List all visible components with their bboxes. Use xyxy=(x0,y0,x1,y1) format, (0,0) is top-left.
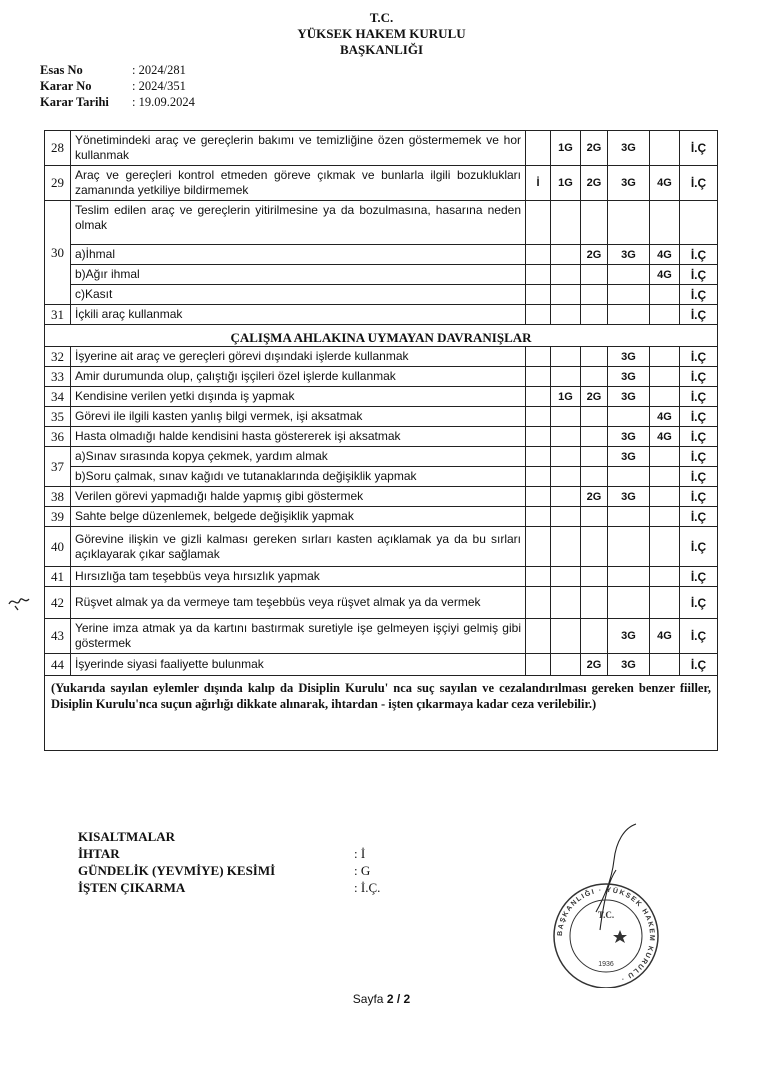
row-number: 33 xyxy=(45,367,71,387)
official-seal-stamp xyxy=(544,880,668,988)
penalty-cell xyxy=(581,347,608,367)
offense-description: Araç ve gereçleri kontrol etmeden göreve çıkmak ve bunlarla ilgili bozuklukları zamanında yetkiliye bildirmemek xyxy=(71,166,526,201)
penalty-cell xyxy=(650,305,680,325)
discipline-table xyxy=(44,130,718,751)
abbr-row-ihtar xyxy=(78,845,380,862)
penalty-cell: 4G xyxy=(650,619,680,654)
penalty-cell xyxy=(650,527,680,567)
penalty-cell xyxy=(650,487,680,507)
offense-description: b)Ağır ihmal xyxy=(71,265,526,285)
penalty-dismissal-cell: İ.Ç xyxy=(680,527,718,567)
table-row xyxy=(45,654,718,676)
offense-description: c)Kasıt xyxy=(71,285,526,305)
table-row xyxy=(45,285,718,305)
table-row xyxy=(45,407,718,427)
penalty-cell: 3G xyxy=(608,245,650,265)
penalty-cell xyxy=(526,285,551,305)
penalty-cell: 3G xyxy=(608,387,650,407)
penalty-cell xyxy=(608,527,650,567)
seal-center-text: T.C. xyxy=(597,910,615,920)
table-row xyxy=(45,245,718,265)
penalty-cell xyxy=(650,201,680,245)
penalty-cell xyxy=(650,131,680,166)
penalty-dismissal-cell: İ.Ç xyxy=(680,265,718,285)
penalty-cell: 3G xyxy=(608,166,650,201)
penalty-dismissal-cell: İ.Ç xyxy=(680,587,718,619)
penalty-cell: 4G xyxy=(650,265,680,285)
penalty-cell: 3G xyxy=(608,131,650,166)
penalty-cell xyxy=(526,265,551,285)
penalty-cell xyxy=(581,407,608,427)
penalty-cell: 1G xyxy=(551,387,581,407)
penalty-cell xyxy=(608,587,650,619)
penalty-cell xyxy=(526,347,551,367)
row-number: 31 xyxy=(45,305,71,325)
penalty-cell xyxy=(581,285,608,305)
table-row xyxy=(45,567,718,587)
penalty-cell: 2G xyxy=(581,654,608,676)
seal-ring-text: BAŞKANLIĞI · YÜKSEK HAKEM KURULU · xyxy=(556,886,656,983)
offense-description: Hırsızlığa tam teşebbüs veya hırsızlık yapmak xyxy=(71,567,526,587)
penalty-cell xyxy=(581,507,608,527)
penalty-cell xyxy=(581,201,608,245)
abbreviations-title: KISALTMALAR xyxy=(78,829,176,844)
penalty-cell xyxy=(526,507,551,527)
penalty-cell xyxy=(551,619,581,654)
table-row xyxy=(45,265,718,285)
row-number: 42 xyxy=(45,587,71,619)
penalty-cell xyxy=(551,654,581,676)
meta-value: : 19.09.2024 xyxy=(132,95,195,109)
penalty-cell xyxy=(608,285,650,305)
penalty-cell xyxy=(551,367,581,387)
penalty-cell xyxy=(608,265,650,285)
penalty-cell xyxy=(551,527,581,567)
meta-karar-tarihi xyxy=(40,94,195,110)
penalty-cell xyxy=(526,619,551,654)
offense-description: İçkili araç kullanmak xyxy=(71,305,526,325)
penalty-cell xyxy=(608,507,650,527)
table-row xyxy=(45,587,718,619)
row-number: 32 xyxy=(45,347,71,367)
penalty-cell: 2G xyxy=(581,245,608,265)
offense-description: a)İhmal xyxy=(71,245,526,265)
penalty-cell xyxy=(650,507,680,527)
table-row xyxy=(45,367,718,387)
penalty-cell xyxy=(551,265,581,285)
penalty-dismissal-cell: İ.Ç xyxy=(680,367,718,387)
penalty-cell xyxy=(581,447,608,467)
row-number: 30 xyxy=(45,201,71,305)
abbr-label: İHTAR xyxy=(78,846,120,861)
offense-description: Hasta olmadığı halde kendisini hasta göstererek işi aksatmak xyxy=(71,427,526,447)
penalty-cell xyxy=(581,265,608,285)
row-number: 28 xyxy=(45,131,71,166)
table-row xyxy=(45,427,718,447)
penalty-cell xyxy=(526,587,551,619)
penalty-cell xyxy=(581,467,608,487)
penalty-cell: 4G xyxy=(650,427,680,447)
penalty-cell: 2G xyxy=(581,131,608,166)
penalty-cell xyxy=(551,447,581,467)
penalty-cell xyxy=(650,587,680,619)
penalty-cell xyxy=(551,487,581,507)
header-tc: T.C. xyxy=(369,10,394,25)
penalty-cell xyxy=(551,567,581,587)
table-row xyxy=(45,305,718,325)
table-row xyxy=(45,487,718,507)
page-prefix: Sayfa xyxy=(352,992,387,1006)
abbr-value: : G xyxy=(354,863,371,878)
offense-description: Rüşvet almak ya da vermeye tam teşebbüs veya rüşvet almak ya da vermek xyxy=(71,587,526,619)
penalty-cell xyxy=(650,467,680,487)
row-number: 34 xyxy=(45,387,71,407)
penalty-dismissal-cell: İ.Ç xyxy=(680,305,718,325)
penalty-cell xyxy=(581,587,608,619)
abbr-row-gundelik xyxy=(78,862,380,879)
penalty-cell xyxy=(526,131,551,166)
page-separator: / xyxy=(393,992,404,1006)
penalty-cell: 2G xyxy=(581,387,608,407)
penalty-cell xyxy=(608,201,650,245)
row-number: 35 xyxy=(45,407,71,427)
row-number: 40 xyxy=(45,527,71,567)
penalty-cell xyxy=(650,367,680,387)
penalty-dismissal-cell: İ.Ç xyxy=(680,245,718,265)
penalty-cell: 3G xyxy=(608,619,650,654)
penalty-cell xyxy=(526,367,551,387)
penalty-dismissal-cell: İ.Ç xyxy=(680,347,718,367)
penalty-cell: 1G xyxy=(551,166,581,201)
penalty-cell: 3G xyxy=(608,654,650,676)
penalty-cell xyxy=(551,507,581,527)
penalty-cell xyxy=(581,619,608,654)
penalty-cell: 2G xyxy=(581,487,608,507)
penalty-cell xyxy=(551,467,581,487)
abbreviations xyxy=(78,828,380,896)
penalty-cell xyxy=(526,487,551,507)
abbr-row-isten-cikarma xyxy=(78,879,380,896)
penalty-cell xyxy=(551,201,581,245)
penalty-cell xyxy=(650,447,680,467)
penalty-cell xyxy=(608,407,650,427)
offense-description: Yerine imza atmak ya da kartını bastırmak suretiyle işe gelmeyen işçiyi gelmiş gibi göstermek xyxy=(71,619,526,654)
penalty-cell xyxy=(551,245,581,265)
table-row xyxy=(45,347,718,367)
penalty-cell xyxy=(551,347,581,367)
penalty-cell: 3G xyxy=(608,367,650,387)
penalty-cell xyxy=(650,567,680,587)
penalty-cell xyxy=(526,527,551,567)
penalty-cell xyxy=(526,427,551,447)
offense-description: Görevine ilişkin ve gizli kalması gereken sırları kasten açıklamak ya da bu sırları açıklayarak çıkar sağlamak xyxy=(71,527,526,567)
page-number xyxy=(0,992,763,1006)
table-row xyxy=(45,166,718,201)
penalty-dismissal-cell: İ.Ç xyxy=(680,285,718,305)
table-row xyxy=(45,131,718,166)
penalty-cell xyxy=(650,387,680,407)
penalty-dismissal-cell: İ.Ç xyxy=(680,467,718,487)
penalty-cell xyxy=(551,587,581,619)
section-row xyxy=(45,325,718,347)
penalty-cell xyxy=(581,367,608,387)
penalty-cell xyxy=(608,305,650,325)
table-row xyxy=(45,467,718,487)
table-row xyxy=(45,447,718,467)
offense-description: İşyerine ait araç ve gereçleri görevi dışındaki işlerde kullanmak xyxy=(71,347,526,367)
penalty-cell xyxy=(608,567,650,587)
meta-value: : 2024/351 xyxy=(132,79,186,93)
page-current: 2 xyxy=(386,992,394,1006)
penalty-cell xyxy=(650,347,680,367)
table-row xyxy=(45,387,718,407)
penalty-dismissal-cell: İ.Ç xyxy=(680,427,718,447)
penalty-cell: 3G xyxy=(608,427,650,447)
offense-description: b)Soru çalmak, sınav kağıdı ve tutanaklarında değişiklik yapmak xyxy=(71,467,526,487)
penalty-cell xyxy=(526,407,551,427)
meta-esas-no xyxy=(40,62,195,78)
penalty-cell: 4G xyxy=(650,166,680,201)
penalty-cell: 4G xyxy=(650,245,680,265)
table-row xyxy=(45,201,718,245)
note-text: (Yukarıda sayılan eylemler dışında kalıp da Disiplin Kurulu' nca suç sayılan ve cezalandırılması gereken benzer fiiller, Disiplin Kurulu'nca suçun ağırlığı dikkate alınarak, ihtardan - işten çıkarmaya kadar ceza verilebilir.) xyxy=(45,676,718,751)
abbr-label: GÜNDELİK (YEVMİYE) KESİMİ xyxy=(78,863,276,878)
discipline-table-body xyxy=(45,131,718,676)
meta-karar-no xyxy=(40,78,195,94)
penalty-dismissal-cell: İ.Ç xyxy=(680,567,718,587)
section-heading: ÇALIŞMA AHLAKINA UYMAYAN DAVRANIŞLAR xyxy=(45,325,718,347)
seal-year: 1936 xyxy=(598,961,614,968)
penalty-cell xyxy=(581,427,608,447)
meta-label: Karar No xyxy=(40,79,92,93)
row-number: 39 xyxy=(45,507,71,527)
abbr-label: İŞTEN ÇIKARMA xyxy=(78,880,186,895)
header-institution: YÜKSEK HAKEM KURULU xyxy=(297,26,466,41)
penalty-dismissal-cell: İ.Ç xyxy=(680,387,718,407)
penalty-cell xyxy=(526,305,551,325)
offense-description: İşyerinde siyasi faaliyette bulunmak xyxy=(71,654,526,676)
penalty-cell xyxy=(526,567,551,587)
offense-description: Sahte belge düzenlemek, belgede değişiklik yapmak xyxy=(71,507,526,527)
penalty-cell xyxy=(526,654,551,676)
note-row xyxy=(45,676,718,751)
table-row xyxy=(45,619,718,654)
penalty-cell xyxy=(551,407,581,427)
penalty-cell xyxy=(581,527,608,567)
penalty-cell xyxy=(526,245,551,265)
penalty-dismissal-cell: İ.Ç xyxy=(680,487,718,507)
meta-value: : 2024/281 xyxy=(132,63,186,77)
row-number: 41 xyxy=(45,567,71,587)
margin-initial-mark xyxy=(6,590,32,614)
penalty-dismissal-cell: İ.Ç xyxy=(680,654,718,676)
penalty-cell: 2G xyxy=(581,166,608,201)
penalty-dismissal-cell xyxy=(680,201,718,245)
penalty-dismissal-cell: İ.Ç xyxy=(680,407,718,427)
table-row xyxy=(45,527,718,567)
offense-description: Görevi ile ilgili kasten yanlış bilgi vermek, işi aksatmak xyxy=(71,407,526,427)
penalty-cell xyxy=(551,305,581,325)
penalty-cell xyxy=(650,654,680,676)
penalty-cell xyxy=(551,427,581,447)
offense-description: Verilen görevi yapmadığı halde yapmış gibi göstermek xyxy=(71,487,526,507)
table-row xyxy=(45,507,718,527)
row-number: 37 xyxy=(45,447,71,487)
penalty-cell xyxy=(551,285,581,305)
penalty-cell xyxy=(650,285,680,305)
meta-label: Karar Tarihi xyxy=(40,95,109,109)
meta-label: Esas No xyxy=(40,63,83,77)
row-number: 44 xyxy=(45,654,71,676)
row-number: 38 xyxy=(45,487,71,507)
penalty-cell: 3G xyxy=(608,447,650,467)
offense-description: Kendisine verilen yetki dışında iş yapmak xyxy=(71,387,526,407)
penalty-cell xyxy=(526,387,551,407)
penalty-cell xyxy=(526,201,551,245)
penalty-cell: 3G xyxy=(608,487,650,507)
row-number: 36 xyxy=(45,427,71,447)
penalty-cell xyxy=(608,467,650,487)
row-number: 29 xyxy=(45,166,71,201)
penalty-cell: İ xyxy=(526,166,551,201)
penalty-dismissal-cell: İ.Ç xyxy=(680,619,718,654)
offense-description: Yönetimindeki araç ve gereçlerin bakımı ve temizliğine özen göstermemek ve hor kullanmak xyxy=(71,131,526,166)
penalty-dismissal-cell: İ.Ç xyxy=(680,507,718,527)
abbr-value: : İ xyxy=(354,846,366,861)
penalty-cell: 1G xyxy=(551,131,581,166)
offense-description: Amir durumunda olup, çalıştığı işçileri özel işlerde kullanmak xyxy=(71,367,526,387)
offense-description: a)Sınav sırasında kopya çekmek, yardım almak xyxy=(71,447,526,467)
row-number: 43 xyxy=(45,619,71,654)
case-meta xyxy=(40,62,195,110)
penalty-dismissal-cell: İ.Ç xyxy=(680,447,718,467)
penalty-cell: 3G xyxy=(608,347,650,367)
header-office: BAŞKANLIĞI xyxy=(339,42,424,57)
penalty-cell xyxy=(526,467,551,487)
offense-description: Teslim edilen araç ve gereçlerin yitirilmesine ya da bozulmasına, hasarına neden olmak xyxy=(71,201,526,245)
penalty-dismissal-cell: İ.Ç xyxy=(680,131,718,166)
penalty-cell: 4G xyxy=(650,407,680,427)
penalty-cell xyxy=(526,447,551,467)
penalty-cell xyxy=(581,305,608,325)
penalty-cell xyxy=(581,567,608,587)
page-total: 2 xyxy=(403,992,411,1006)
abbr-value: : İ.Ç. xyxy=(354,880,381,895)
penalty-dismissal-cell: İ.Ç xyxy=(680,166,718,201)
